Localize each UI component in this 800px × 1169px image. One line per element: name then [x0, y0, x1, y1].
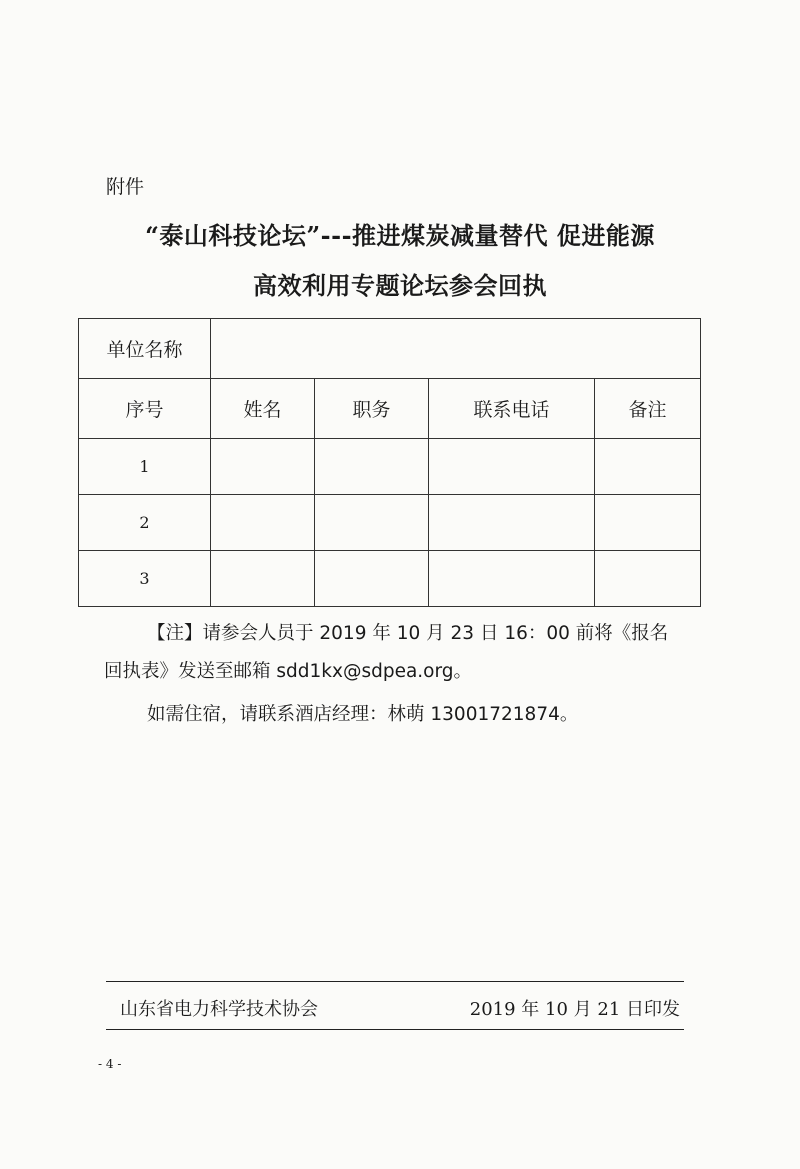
registration-form-table	[78, 318, 701, 607]
document-title-line-1: “泰山科技论坛”---推进煤炭减量替代 促进能源	[145, 221, 655, 250]
name-cell[interactable]	[211, 495, 315, 551]
note-deadline: 【注】请参会人员于 2019 年 10 月 23 日 16：00 前将《报名	[147, 623, 669, 644]
row-serial: 3	[79, 551, 211, 607]
remark-cell[interactable]	[595, 495, 701, 551]
note-accommodation: 如需住宿，请联系酒店经理：林萌 13001721874。	[147, 704, 579, 725]
remark-cell[interactable]	[595, 439, 701, 495]
table-row	[79, 439, 701, 495]
table-row	[79, 495, 701, 551]
position-cell[interactable]	[315, 495, 429, 551]
phone-cell[interactable]	[429, 495, 595, 551]
phone-cell[interactable]	[429, 551, 595, 607]
footer-rule-top	[106, 981, 684, 982]
note-email: 回执表》发送至邮箱 sdd1kx@sdpea.org。	[104, 661, 473, 682]
attachment-label: 附件	[106, 176, 145, 198]
col-header-serial: 序号	[79, 379, 211, 439]
col-header-position: 职务	[315, 379, 429, 439]
col-header-name: 姓名	[211, 379, 315, 439]
name-cell[interactable]	[211, 551, 315, 607]
issue-date: 2019 年 10 月 21 日印发	[469, 999, 680, 1020]
remark-cell[interactable]	[595, 551, 701, 607]
unit-name-field[interactable]	[211, 319, 701, 379]
position-cell[interactable]	[315, 551, 429, 607]
document-title-line-2: 高效利用专题论坛参会回执	[253, 271, 547, 300]
unit-name-label: 单位名称	[79, 319, 211, 379]
col-header-phone: 联系电话	[429, 379, 595, 439]
table-row	[79, 551, 701, 607]
issuer-name: 山东省电力科学技术协会	[120, 999, 318, 1020]
unit-row	[79, 319, 701, 379]
row-serial: 2	[79, 495, 211, 551]
column-header-row	[79, 379, 701, 439]
footer-rule-bottom	[106, 1029, 684, 1030]
position-cell[interactable]	[315, 439, 429, 495]
col-header-remark: 备注	[595, 379, 701, 439]
row-serial: 1	[79, 439, 211, 495]
page-number: - 4 -	[98, 1057, 122, 1071]
phone-cell[interactable]	[429, 439, 595, 495]
name-cell[interactable]	[211, 439, 315, 495]
